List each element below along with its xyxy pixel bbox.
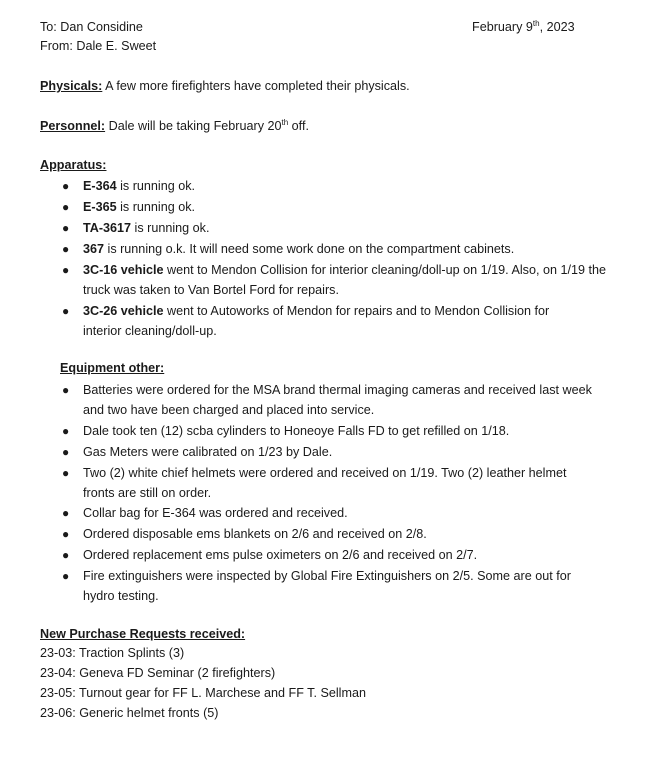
memo-date (472, 19, 575, 35)
equipment-item: Ordered replacement ems pulse oximeters on 2/6 and received on 2/7. (83, 548, 478, 562)
apparatus-item-text: went to Autoworks of Mendon for repairs and to Mendon Collision for interior cleaning/doll-up. (83, 304, 550, 338)
apparatus-heading: Apparatus: (40, 158, 107, 172)
apparatus-item (83, 197, 623, 217)
bullet-icon: ● (62, 242, 70, 256)
apparatus-item (83, 218, 623, 238)
apparatus-item-text: is running o.k. It will need some work done on the compartment cabinets. (104, 242, 515, 256)
equipment-item: Dale took ten (12) scba cylinders to Honeoye Falls FD to get refilled on 1/18. (83, 424, 510, 438)
equipment-item: Collar bag for E-364 was ordered and received. (83, 506, 348, 520)
purchase-item: 23-06: Generic helmet fronts (5) (40, 706, 219, 720)
apparatus-item-unit: E-365 (83, 200, 117, 214)
personnel-heading: Personnel: (40, 119, 106, 133)
personnel-text: Dale will be taking February 20 (108, 119, 282, 133)
bullet-icon: ● (62, 548, 70, 562)
personnel-section (40, 118, 309, 134)
apparatus-item-unit: 3C-26 vehicle (83, 304, 164, 318)
bullet-icon: ● (62, 424, 70, 438)
memo-date-year: , 2023 (539, 20, 575, 34)
equipment-heading: Equipment other: (60, 361, 165, 375)
memo-to: To: Dan Considine (40, 20, 143, 34)
purchase-item: 23-03: Traction Splints (3) (40, 646, 185, 660)
equipment-item: Fire extinguishers were inspected by Global Fire Extinguishers on 2/5. Some are out for hydro testing. (83, 569, 571, 603)
apparatus-item (83, 301, 583, 341)
bullet-icon: ● (62, 221, 70, 235)
physicals-text: A few more firefighters have completed their physicals. (105, 79, 410, 93)
physicals-section (40, 78, 410, 94)
purchase-item: 23-05: Turnout gear for FF L. Marchese and FF T. Sellman (40, 686, 366, 700)
equipment-item: Gas Meters were calibrated on 1/23 by Dale. (83, 445, 333, 459)
apparatus-item-text: is running ok. (131, 221, 210, 235)
apparatus-item-unit: TA-3617 (83, 221, 132, 235)
equipment-item: Two (2) white chief helmets were ordered and received on 1/19. Two (2) leather helmet fronts are still on order. (83, 466, 567, 500)
apparatus-item (83, 239, 623, 259)
equipment-item: Ordered disposable ems blankets on 2/6 and received on 2/8. (83, 527, 427, 541)
bullet-icon: ● (62, 263, 70, 277)
bullet-icon: ● (62, 506, 70, 520)
bullet-icon: ● (62, 200, 70, 214)
apparatus-item-text: is running ok. (116, 179, 196, 193)
personnel-text-end: off. (288, 119, 309, 133)
equipment-item: Batteries were ordered for the MSA brand thermal imaging cameras and received last week and two have been charged and placed into service. (83, 383, 592, 417)
purchase-heading: New Purchase Requests received: (40, 627, 246, 641)
personnel-text-sup: th (281, 118, 289, 127)
bullet-icon: ● (62, 304, 70, 318)
apparatus-item-unit: 3C-16 vehicle (83, 263, 164, 277)
bullet-icon: ● (62, 569, 70, 583)
bullet-icon: ● (62, 445, 70, 459)
memo-date-main: February 9 (472, 20, 533, 34)
apparatus-item (83, 260, 623, 300)
apparatus-item (83, 176, 623, 196)
bullet-icon: ● (62, 527, 70, 541)
physicals-heading: Physicals: (40, 79, 103, 93)
bullet-icon: ● (62, 466, 70, 480)
memo-from: From: Dale E. Sweet (40, 39, 157, 53)
apparatus-item-unit: E-364 (83, 179, 117, 193)
bullet-icon: ● (62, 383, 70, 397)
purchase-item: 23-04: Geneva FD Seminar (2 firefighters) (40, 666, 276, 680)
bullet-icon: ● (62, 179, 70, 193)
apparatus-item-text: went to Mendon Collision for interior cleaning/doll-up on 1/19. Also, on 1/19 the truck was taken to Van Bortel Ford for repairs. (83, 263, 606, 297)
apparatus-item-unit: 367 (83, 242, 105, 256)
apparatus-item-text: is running ok. (116, 200, 196, 214)
memo-date-sup: th (532, 19, 540, 28)
